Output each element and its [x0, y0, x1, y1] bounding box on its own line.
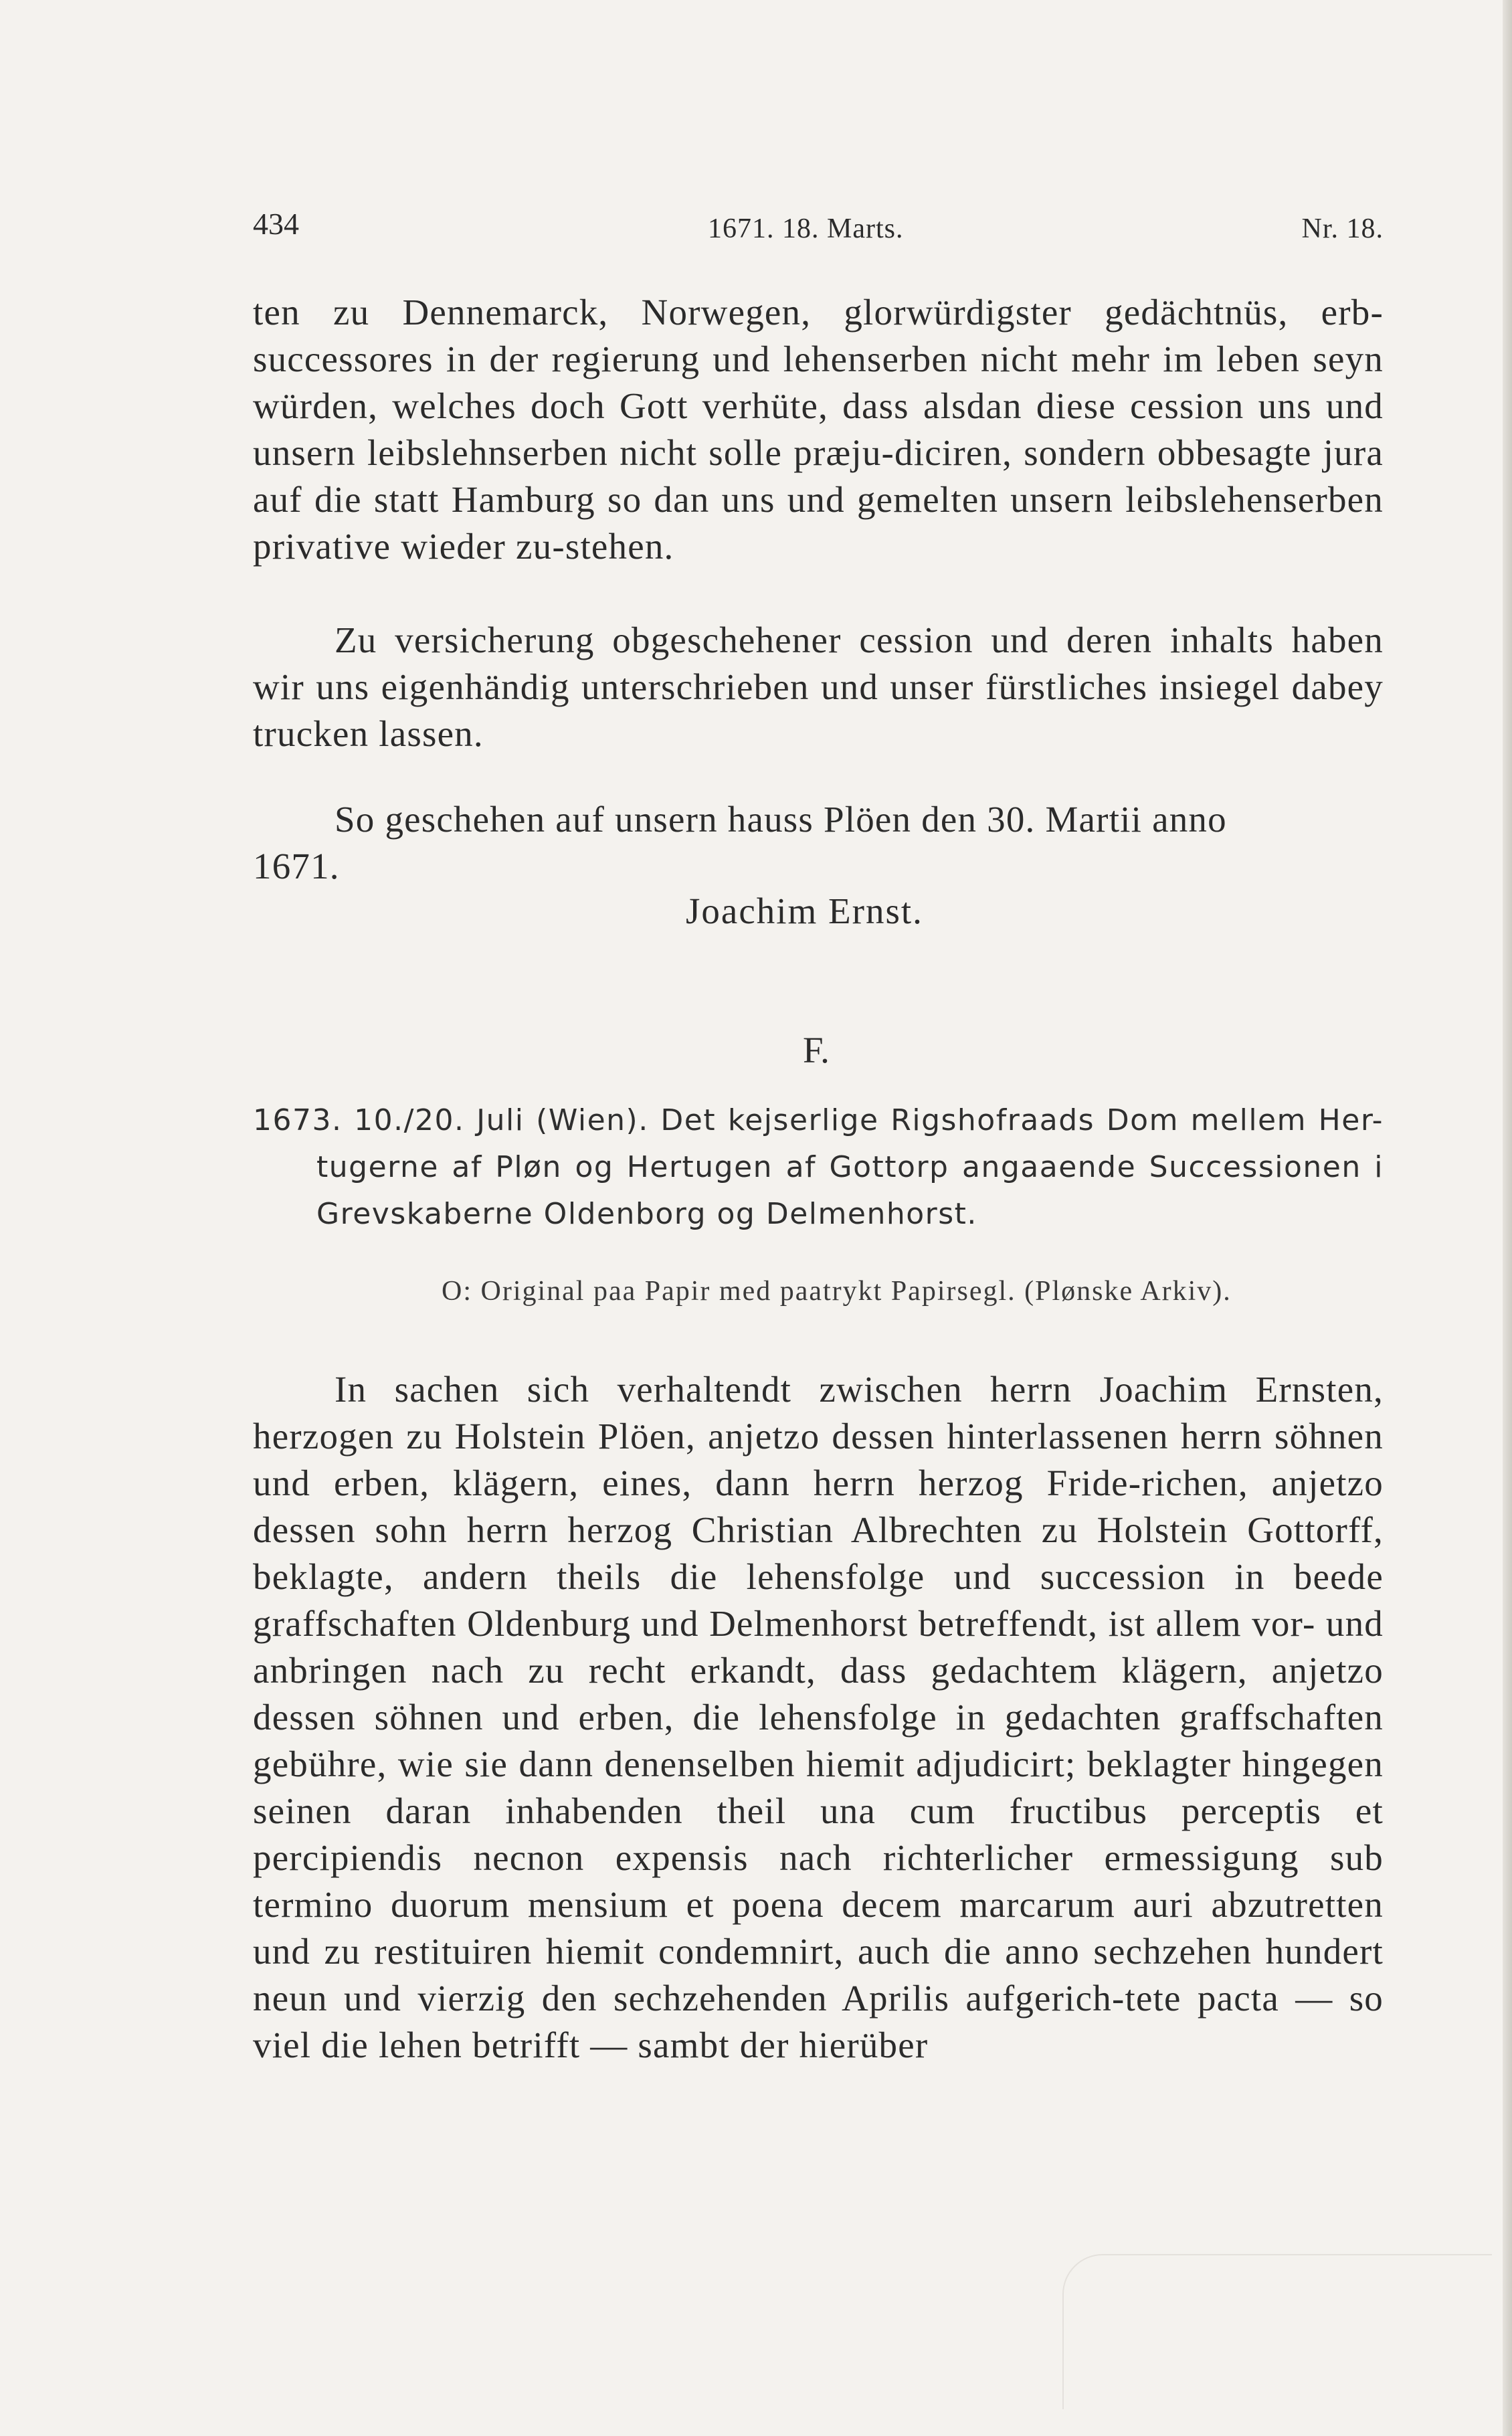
assurance-paragraph: Zu versicherung obgeschehener cession und deren inhalts haben wir uns eigenhändig unterschrieben und unser fürstliches insiegel dabey trucken lassen.	[253, 620, 1384, 754]
signature: Joachim Ernst.	[686, 891, 923, 931]
closing-line: So geschehen auf unsern hauss Plöen den 30. Martii anno	[335, 799, 1227, 840]
regest-continuation: tugerne af Pløn og Hertugen af Gottorp angaaende Successionen i Grevskaberne Oldenborg og Delmenhorst.	[316, 1150, 1384, 1231]
closing-paragraph	[253, 796, 1384, 890]
document-number: Nr. 18.	[1301, 213, 1384, 244]
section-heading: F.	[803, 1030, 830, 1070]
running-header	[253, 194, 1384, 248]
regest-summary	[253, 1097, 1384, 1238]
regest-first-line: 1673. 10./20. Juli (Wien). Det kejserlige Rigshofraads Dom mellem Her-	[253, 1103, 1384, 1137]
page-number: 434	[253, 207, 299, 241]
judgement-text: In sachen sich verhaltendt zwischen herrn Joachim Ernsten, herzogen zu Holstein Plöen, anjetzo dessen hinterlassenen herrn söhnen und erben, klägern, eines, dann herrn herzog Fride-richen, anjetzo dessen sohn herrn herzog Christian Albrechten zu Holstein Gottorff, beklagte, andern theils die lehensfolge und succession in beede graffschaften Oldenburg und Delmenhorst betreffendt, ist allem vor- und anbringen nach zu recht erkandt, dass gedachtem klägern, anjetzo dessen söhnen und erben, die lehensfolge in gedachten graffschaften gebühre, wie sie dann denenselben hiemit adjudicirt; beklagter hingegen seinen daran inhabenden theil una cum fructibus perceptis et percipiendis necnon expensis nach richterlicher ermessigung sub termino duorum mensium et poena decem marcarum auri abzutretten und zu restituiren hiemit condemnirt, auch die anno sechzehen hundert neun und vierzig den sechzehenden Aprilis aufgerich-tete pacta — so viel die lehen betrifft — sambt der hierüber	[253, 1369, 1384, 2065]
header-date: 1671. 18. Marts.	[708, 213, 904, 244]
paper-stain	[1062, 2254, 1492, 2409]
continuation-paragraph: ten zu Dennemarck, Norwegen, glorwürdigster gedächtnüs, erb-successores in der regierung und lehenserben nicht mehr im leben seyn würden, welches doch Gott verhüte, dass alsdan diese cession uns und unsern leibslehnserben nicht solle præju-diciren, sondern obbesagte jura auf die statt Hamburg so dan uns und gemelten unsern leibslehenserben privative wieder zu-stehen.	[253, 292, 1384, 567]
closing-year: 1671.	[253, 846, 340, 886]
source-note: O: Original paa Papir med paatrykt Papirsegl. (Plønske Arkiv).	[442, 1276, 1232, 1307]
page-edge	[1503, 0, 1512, 2436]
